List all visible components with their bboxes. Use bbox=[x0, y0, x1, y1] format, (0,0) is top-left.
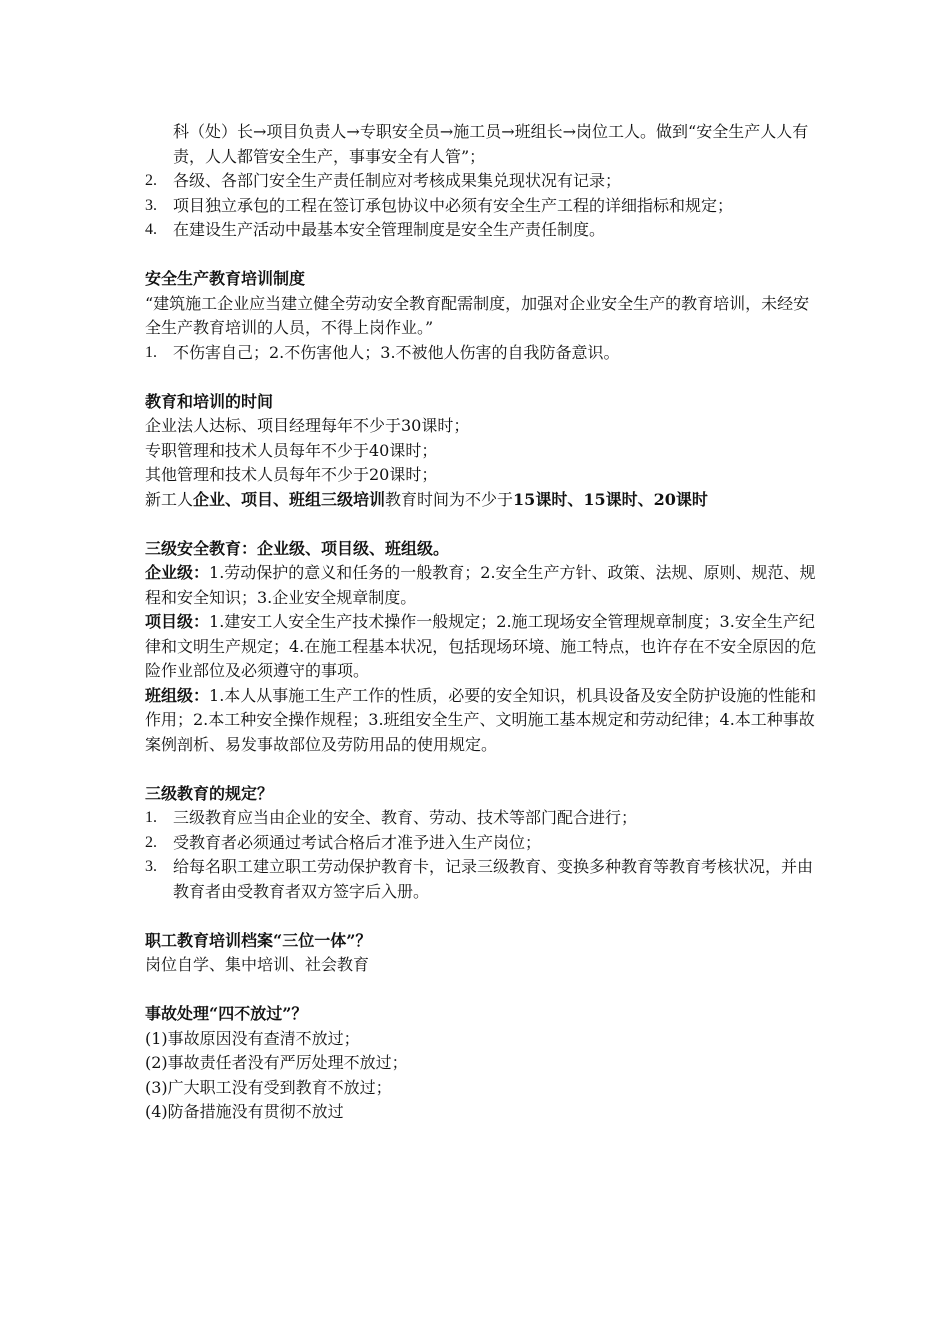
new-worker-hours: 15课时、15课时、20课时 bbox=[513, 489, 708, 509]
new-worker-levels: 企业、项目、班组三级培训 bbox=[193, 489, 386, 509]
list-item bbox=[145, 169, 820, 194]
list-item bbox=[145, 194, 820, 219]
enterprise-level-paragraph bbox=[145, 561, 820, 610]
three-level-section bbox=[145, 537, 820, 758]
training-time-section bbox=[145, 390, 820, 513]
archive-section bbox=[145, 929, 820, 978]
new-worker-middle: 教育时间为不少于 bbox=[385, 489, 514, 509]
project-level-paragraph bbox=[145, 610, 820, 684]
section-heading: 三级安全教育：企业级、项目级、班组级。 bbox=[145, 538, 450, 558]
responsibility-list bbox=[145, 120, 820, 243]
spacer bbox=[145, 243, 820, 268]
team-level-paragraph bbox=[145, 684, 820, 758]
list-item bbox=[145, 341, 820, 366]
list-text: 三级教育应当由企业的安全、教育、劳动、技术等部门配合进行； bbox=[173, 808, 638, 827]
training-items bbox=[145, 341, 820, 366]
list-text: 不伤害自己；2.不伤害他人；3.不被他人伤害的自我防备意识。 bbox=[173, 342, 620, 362]
spacer bbox=[145, 512, 820, 537]
new-worker-prefix: 新工人 bbox=[145, 489, 194, 509]
section-heading: 事故处理“四不放过”？ bbox=[145, 1004, 308, 1023]
project-level-text: 1.建安工人安全生产技术操作一般规定；2.施工现场安全管理规章制度；3.安全生产纪律和文明生产规定；4.在施工程基本状况，包括现场环境、施工特点，也许存在不安全原因的危险作业部位及必须遵守的事项。 bbox=[145, 612, 817, 680]
new-worker-line bbox=[145, 488, 820, 513]
list-item bbox=[145, 855, 820, 904]
section-heading: 教育和培训的时间 bbox=[145, 391, 274, 411]
accident-line: (2)事故责任者没有严厉处理不放过； bbox=[145, 1053, 408, 1072]
list-number: 1. bbox=[145, 343, 157, 361]
rules-section bbox=[145, 782, 820, 905]
list-number: 2. bbox=[145, 833, 157, 851]
accident-line: (4)防备措施没有贯彻不放过 bbox=[145, 1102, 344, 1121]
training-time-line: 其他管理和技术人员每年不少于20课时； bbox=[145, 465, 438, 484]
list-text: 项目独立承包的工程在签订承包协议中必须有安全生产工程的详细指标和规定； bbox=[173, 195, 734, 215]
section-heading: 三级教育的规定？ bbox=[145, 783, 274, 803]
rules-items bbox=[145, 806, 820, 904]
list-item-1-continuation: 科（处）长→项目负责人→专职安全员→施工员→班组长→岗位工人。做到“安全生产人人有责，人人都管安全生产，事事安全有人管”； bbox=[173, 122, 809, 166]
spacer bbox=[145, 904, 820, 929]
list-number: 4. bbox=[145, 221, 157, 238]
list-text: 在建设生产活动中最基本安全管理制度是安全生产责任制度。 bbox=[173, 220, 606, 239]
team-level-text: 1.本人从事施工生产工作的性质，必要的安全知识，机具设备及安全防护设施的性能和作用；2.本工种安全操作规程；3.班组安全生产、文明施工基本规定和劳动纪律；4.本工种事故案例剖析、易发事故部位及劳防用品的使用规定。 bbox=[145, 685, 817, 754]
list-item bbox=[145, 806, 820, 831]
team-level-label: 班组级： bbox=[145, 685, 210, 705]
spacer bbox=[145, 978, 820, 1003]
training-time-line: 专职管理和技术人员每年不少于40课时； bbox=[145, 440, 438, 460]
list-item bbox=[145, 218, 820, 243]
list-number: 3. bbox=[145, 196, 157, 214]
spacer bbox=[145, 365, 820, 390]
list-text: 给每名职工建立职工劳动保护教育卡，记录三级教育、变换多种教育等教育考核状况，并由教育者由受教育者双方签字后入册。 bbox=[173, 857, 814, 901]
responsibility-items bbox=[145, 169, 820, 243]
project-level-label: 项目级： bbox=[145, 612, 210, 631]
accident-line: (1)事故原因没有查清不放过； bbox=[145, 1028, 360, 1048]
list-number: 1. bbox=[145, 809, 157, 826]
list-text: 各级、各部门安全生产责任制应对考核成果集兑现状况有记录； bbox=[173, 171, 622, 190]
spacer bbox=[145, 757, 820, 782]
enterprise-level-label: 企业级： bbox=[145, 563, 210, 582]
archive-text: 岗位自学、集中培训、社会教育 bbox=[145, 955, 370, 974]
training-system-section bbox=[145, 267, 820, 365]
accident-section bbox=[145, 1002, 820, 1125]
section-heading: 安全生产教育培训制度 bbox=[145, 269, 306, 288]
list-item bbox=[145, 831, 820, 856]
list-number: 2. bbox=[145, 172, 157, 189]
document-page bbox=[145, 120, 820, 1125]
enterprise-level-text: 1.劳动保护的意义和任务的一般教育；2.安全生产方针、政策、法规、原则、规范、规程和安全知识；3.企业安全规章制度。 bbox=[145, 563, 816, 607]
training-quote: “建筑施工企业应当建立健全劳动安全教育配需制度，加强对企业安全生产的教育培训，未经安全生产教育培训的人员，不得上岗作业。” bbox=[145, 293, 810, 337]
section-heading: 职工教育培训档案“三位一体”？ bbox=[145, 930, 372, 950]
list-number: 3. bbox=[145, 858, 157, 875]
training-time-line: 企业法人达标、项目经理每年不少于30课时； bbox=[145, 416, 470, 435]
list-text: 受教育者必须通过考试合格后才准予进入生产岗位； bbox=[173, 832, 542, 852]
accident-line: (3)广大职工没有受到教育不放过； bbox=[145, 1077, 392, 1097]
